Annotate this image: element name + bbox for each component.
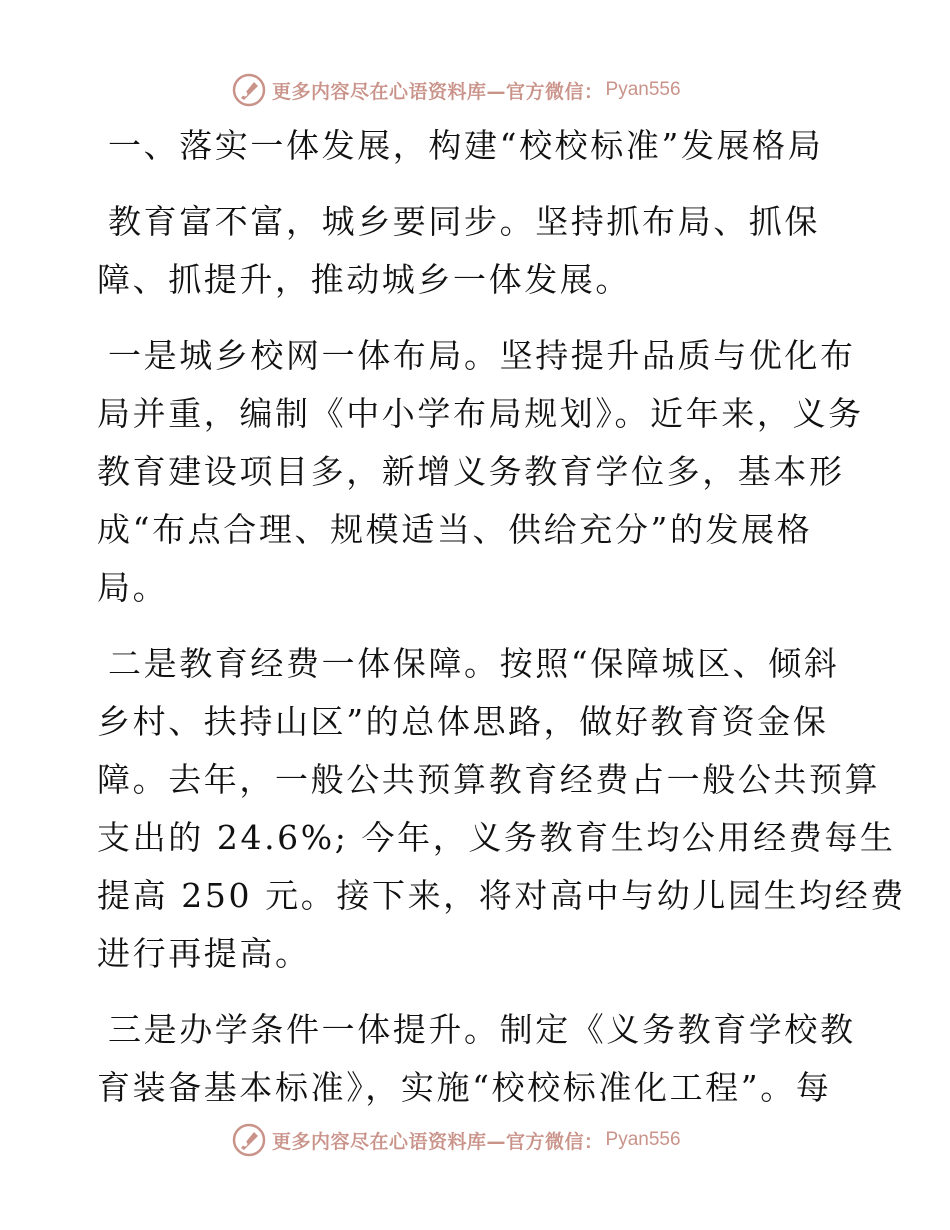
header-banner [232,72,681,108]
paragraph-2-line-4: 成“布点合理、规模适当、供给充分”的发展格 [97,510,813,549]
paragraph-4-line-1: 三是办学条件一体提升。制定《义务教育学校教 [108,1010,856,1049]
paragraph-1-line-1: 教育富不富，城乡要同步。坚持抓布局、抓保 [108,202,820,241]
banner-text: 更多内容尽在心语资料库—官方微信： [272,1130,604,1153]
paragraph-1-line-2: 障、抓提升，推动城乡一体发展。 [97,260,631,299]
footer-banner [232,1122,681,1158]
banner-text: 更多内容尽在心语资料库—官方微信： [272,80,604,103]
paragraph-3-line-2: 乡村、扶持山区”的总体思路，做好教育资金保 [97,702,829,741]
paragraph-3-line-4: 支出的 24.6%; 今年，义务教育生均公用经费每生 [97,818,896,857]
paragraph-3-line-6: 进行再提高。 [97,934,311,973]
paragraph-2-line-5: 局。 [97,568,169,607]
paragraph-3-line-5: 提高 250 元。接下来，将对高中与幼儿园生均经费 [97,876,906,915]
section-heading: 一、落实一体发展，构建“校校标准”发展格局 [108,126,824,165]
paragraph-2-line-2: 局并重，编制《中小学布局规划》。近年来，义务 [97,394,864,433]
banner-account: Pyan556 [605,1129,681,1150]
pen-nib-logo-icon [232,73,266,107]
paragraph-3-line-3: 障。去年，一般公共预算教育经费占一般公共预算 [97,760,881,799]
banner-account: Pyan556 [605,79,681,100]
paragraph-3-line-1: 二是教育经费一体保障。按照“保障城区、倾斜 [108,644,840,683]
paragraph-4-line-2: 育装备基本标准》，实施“校校标准化工程”。每 [97,1068,832,1107]
pen-nib-logo-icon [232,1123,266,1157]
paragraph-2-line-3: 教育建设项目多，新增义务教育学位多，基本形 [97,452,845,491]
paragraph-2-line-1: 一是城乡校网一体布局。坚持提升品质与优化布 [108,336,856,375]
